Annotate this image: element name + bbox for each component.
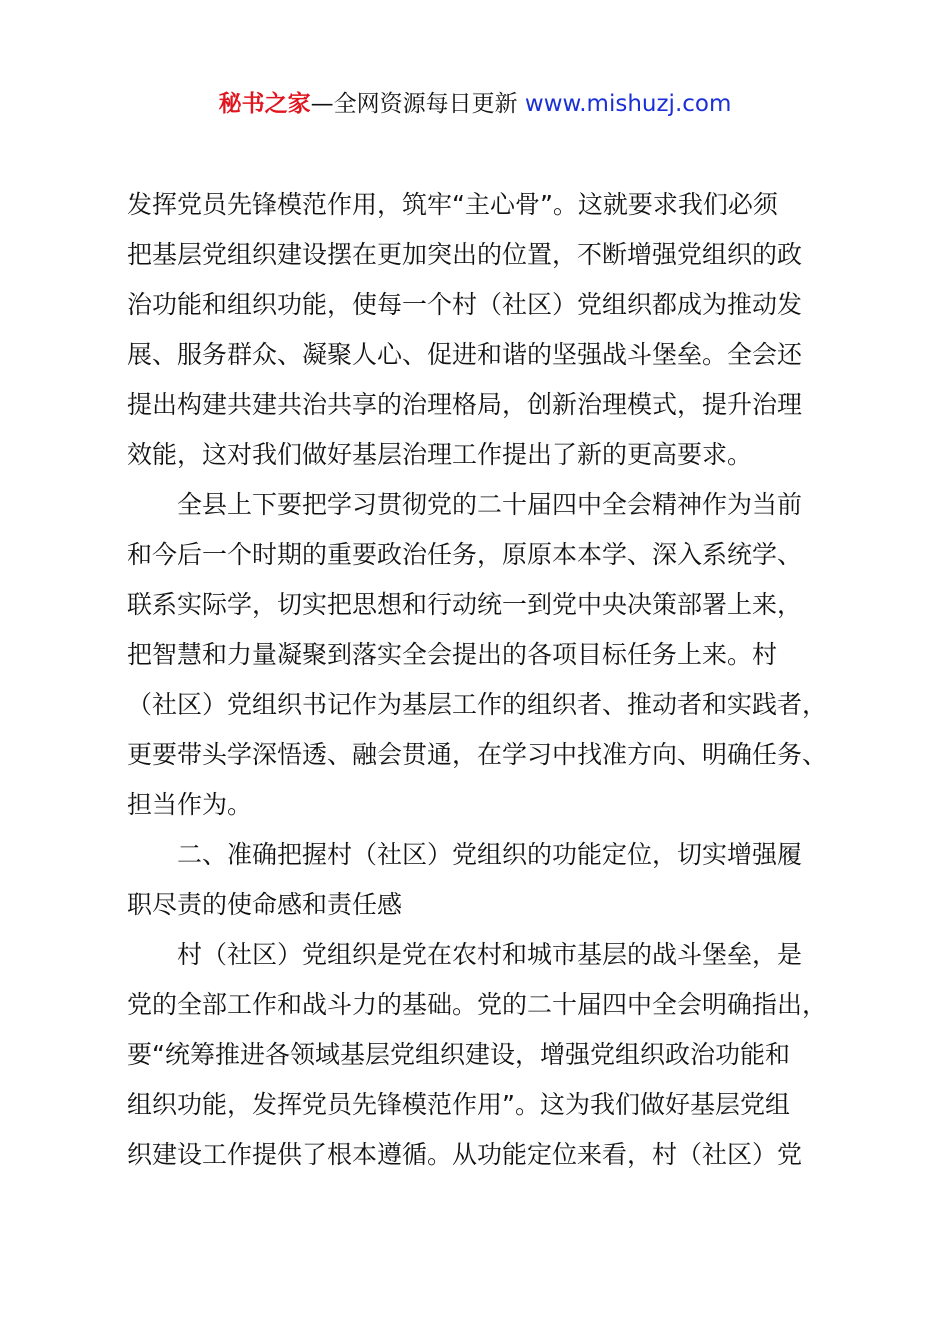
site-brand: 秘书之家 [218,91,311,117]
paragraph-line: （社区）党组织书记作为基层工作的组织者、推动者和实践者， [127,690,828,719]
paragraph-line: 把基层党组织建设摆在更加突出的位置，不断增强党组织的政 [127,240,803,269]
paragraph-line: 治功能和组织功能，使每一个村（社区）党组织都成为推动发 [127,290,803,319]
paragraph-2 [127,480,837,830]
paragraph-line: 党的全部工作和战斗力的基础。党的二十届四中全会明确指出， [127,990,828,1019]
paragraph-3 [127,930,837,1180]
heading-line: 职尽责的使命感和责任感 [127,890,403,919]
heading-line: 二、准确把握村（社区）党组织的功能定位，切实增强履 [177,840,803,869]
paragraph-line: 发挥党员先锋模范作用，筑牢“主心骨”。这就要求我们必须 [127,190,778,219]
paragraph-line: 提出构建共建共治共享的治理格局，创新治理模式，提升治理 [127,390,803,419]
paragraph-1 [127,180,837,480]
paragraph-line: 和今后一个时期的重要政治任务，原原本本学、深入系统学、 [127,540,803,569]
site-url-link[interactable]: www.mishuzj.com [524,91,732,117]
paragraph-line: 更要带头学深悟透、融会贯通，在学习中找准方向、明确任务、 [127,740,828,769]
site-tagline: —全网资源每日更新 [310,91,518,117]
paragraph-line: 联系实际学，切实把思想和行动统一到党中央决策部署上来， [127,590,803,619]
paragraph-line: 展、服务群众、凝聚人心、促进和谐的坚强战斗堡垒。全会还 [127,340,803,369]
paragraph-line: 担当作为。 [127,790,253,819]
paragraph-line: 把智慧和力量凝聚到落实全会提出的各项目标任务上来。村 [127,640,778,669]
section-heading-2 [127,830,837,930]
document-body [127,180,837,1180]
paragraph-line: 效能，这对我们做好基层治理工作提出了新的更高要求。 [127,440,753,469]
paragraph-line: 村（社区）党组织是党在农村和城市基层的战斗堡垒，是 [177,940,803,969]
paragraph-line: 组织功能，发挥党员先锋模范作用”。这为我们做好基层党组 [127,1090,790,1119]
paragraph-line: 全县上下要把学习贯彻党的二十届四中全会精神作为当前 [177,490,803,519]
site-header [0,86,950,122]
paragraph-line: 要“统筹推进各领域基层党组织建设，增强党组织政治功能和 [127,1040,790,1069]
paragraph-line: 织建设工作提供了根本遵循。从功能定位来看，村（社区）党 [127,1140,803,1169]
